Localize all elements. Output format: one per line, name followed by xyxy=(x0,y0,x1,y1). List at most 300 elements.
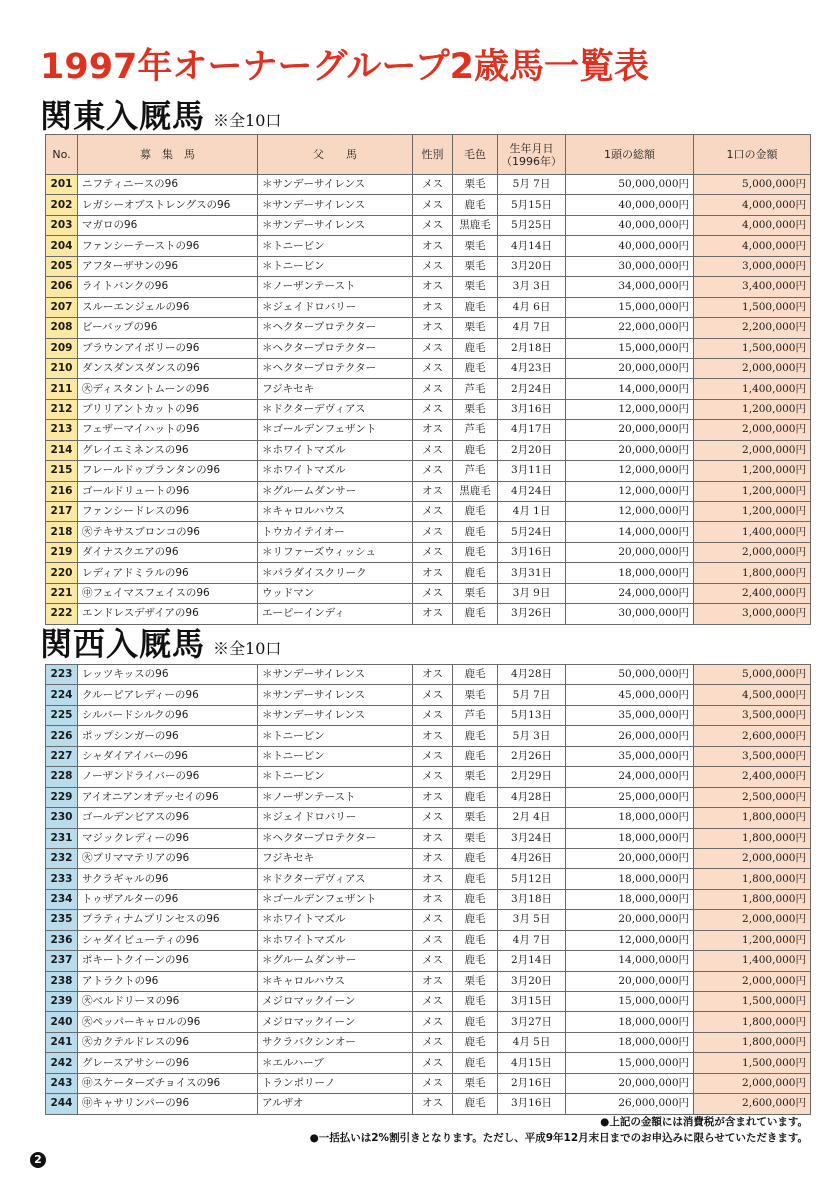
horse-name: トゥザアルターの96 xyxy=(78,889,258,909)
table-row xyxy=(46,910,811,930)
horse-name: ファンシーテーストの96 xyxy=(78,236,258,256)
share-price: 1,500,000円 xyxy=(694,297,811,317)
share-price: 1,200,000円 xyxy=(694,481,811,501)
sex: オス xyxy=(413,420,453,440)
header-share: 1口の金額 xyxy=(694,135,811,175)
header-birth xyxy=(498,135,566,175)
section-note: ※全10口 xyxy=(213,639,282,658)
birth-date: 4月14日 xyxy=(498,236,566,256)
table-row xyxy=(46,971,811,991)
sex: オス xyxy=(413,665,453,685)
total-price: 18,000,000円 xyxy=(566,1032,694,1052)
row-number: 229 xyxy=(46,787,78,807)
section-heading-kansai xyxy=(40,624,281,664)
total-price: 20,000,000円 xyxy=(566,848,694,868)
table-row xyxy=(46,787,811,807)
table-row xyxy=(46,746,811,766)
total-price: 18,000,000円 xyxy=(566,1012,694,1032)
total-price: 45,000,000円 xyxy=(566,685,694,705)
sex: メス xyxy=(413,215,453,235)
coat-color: 黒鹿毛 xyxy=(453,215,498,235)
table-row xyxy=(46,889,811,909)
horse-name: フレールドゥプランタンの96 xyxy=(78,461,258,481)
table-row xyxy=(46,277,811,297)
table-row xyxy=(46,848,811,868)
total-price: 15,000,000円 xyxy=(566,297,694,317)
sire-name: ＊ジェイドロバリー xyxy=(258,808,413,828)
share-price: 2,500,000円 xyxy=(694,787,811,807)
coat-color: 鹿毛 xyxy=(453,889,498,909)
sex: メス xyxy=(413,930,453,950)
row-number: 215 xyxy=(46,461,78,481)
horse-name: アイオニアンオデッセイの96 xyxy=(78,787,258,807)
table-row xyxy=(46,399,811,419)
total-price: 20,000,000円 xyxy=(566,1073,694,1093)
sex: メス xyxy=(413,992,453,1012)
share-price: 2,000,000円 xyxy=(694,971,811,991)
birth-date: 5月 7日 xyxy=(498,175,566,195)
birth-date: 3月16日 xyxy=(498,542,566,562)
sex: メス xyxy=(413,951,453,971)
note-lump-sum-discount: ●一括払いは2%割引きとなります。ただし、平成9年12月末日までのお申込みに限らせていただきます。 xyxy=(309,1132,808,1144)
share-price: 2,600,000円 xyxy=(694,726,811,746)
row-number: 214 xyxy=(46,440,78,460)
birth-date: 2月24日 xyxy=(498,379,566,399)
total-price: 18,000,000円 xyxy=(566,828,694,848)
share-price: 2,000,000円 xyxy=(694,358,811,378)
total-price: 50,000,000円 xyxy=(566,665,694,685)
total-price: 18,000,000円 xyxy=(566,869,694,889)
row-number: 209 xyxy=(46,338,78,358)
coat-color: 鹿毛 xyxy=(453,746,498,766)
total-price: 40,000,000円 xyxy=(566,215,694,235)
horse-name: ビーバップの96 xyxy=(78,318,258,338)
birth-date: 3月 3日 xyxy=(498,277,566,297)
sex: メス xyxy=(413,256,453,276)
sire-name: ＊トニービン xyxy=(258,767,413,787)
share-price: 1,400,000円 xyxy=(694,951,811,971)
row-number: 241 xyxy=(46,1032,78,1052)
share-price: 2,000,000円 xyxy=(694,542,811,562)
table-row xyxy=(46,726,811,746)
row-number: 233 xyxy=(46,869,78,889)
coat-color: 鹿毛 xyxy=(453,1053,498,1073)
coat-color: 鹿毛 xyxy=(453,1094,498,1114)
table-row xyxy=(46,808,811,828)
horse-name: ㊋ペッパーキャロルの96 xyxy=(78,1012,258,1032)
horse-name: アフターザサンの96 xyxy=(78,256,258,276)
sire-name: トランポリーノ xyxy=(258,1073,413,1093)
row-number: 228 xyxy=(46,767,78,787)
header-sex: 性別 xyxy=(413,135,453,175)
total-price: 18,000,000円 xyxy=(566,889,694,909)
table-row xyxy=(46,767,811,787)
share-price: 3,500,000円 xyxy=(694,746,811,766)
sex: メス xyxy=(413,175,453,195)
sex: メス xyxy=(413,808,453,828)
birth-date: 3月18日 xyxy=(498,889,566,909)
sex: オス xyxy=(413,481,453,501)
sire-name: ＊ノーザンテースト xyxy=(258,277,413,297)
kanto-horse-table xyxy=(45,134,811,625)
horse-name: ㊥フェイマスフェイスの96 xyxy=(78,583,258,603)
table-row xyxy=(46,481,811,501)
header-total: 1頭の総額 xyxy=(566,135,694,175)
coat-color: 鹿毛 xyxy=(453,1032,498,1052)
share-price: 1,200,000円 xyxy=(694,461,811,481)
share-price: 2,400,000円 xyxy=(694,583,811,603)
sire-name: ＊キャロルハウス xyxy=(258,971,413,991)
sire-name: ＊サンデーサイレンス xyxy=(258,215,413,235)
header-sire: 父 馬 xyxy=(258,135,413,175)
sex: メス xyxy=(413,910,453,930)
total-price: 24,000,000円 xyxy=(566,767,694,787)
table-row xyxy=(46,338,811,358)
share-price: 1,800,000円 xyxy=(694,1012,811,1032)
birth-date: 3月 9日 xyxy=(498,583,566,603)
sire-name: ＊エルハーブ xyxy=(258,1053,413,1073)
total-price: 30,000,000円 xyxy=(566,604,694,624)
horse-name: フェザーマイハットの96 xyxy=(78,420,258,440)
sex: メス xyxy=(413,1032,453,1052)
coat-color: 芦毛 xyxy=(453,461,498,481)
sex: メス xyxy=(413,1073,453,1093)
total-price: 24,000,000円 xyxy=(566,583,694,603)
coat-color: 栗毛 xyxy=(453,828,498,848)
section-note: ※全10口 xyxy=(213,111,282,130)
birth-date: 3月16日 xyxy=(498,1094,566,1114)
sire-name: アルザオ xyxy=(258,1094,413,1114)
share-price: 1,800,000円 xyxy=(694,1032,811,1052)
share-price: 1,800,000円 xyxy=(694,889,811,909)
row-number: 211 xyxy=(46,379,78,399)
coat-color: 鹿毛 xyxy=(453,992,498,1012)
coat-color: 栗毛 xyxy=(453,685,498,705)
total-price: 12,000,000円 xyxy=(566,461,694,481)
coat-color: 鹿毛 xyxy=(453,195,498,215)
horse-name: ダイナスクエアの96 xyxy=(78,542,258,562)
horse-name: レディアドミラルの96 xyxy=(78,563,258,583)
sex: メス xyxy=(413,502,453,522)
table-row xyxy=(46,583,811,603)
total-price: 14,000,000円 xyxy=(566,379,694,399)
share-price: 4,500,000円 xyxy=(694,685,811,705)
share-price: 2,600,000円 xyxy=(694,1094,811,1114)
birth-date: 2月18日 xyxy=(498,338,566,358)
total-price: 35,000,000円 xyxy=(566,746,694,766)
row-number: 203 xyxy=(46,215,78,235)
total-price: 50,000,000円 xyxy=(566,175,694,195)
total-price: 20,000,000円 xyxy=(566,910,694,930)
table-row xyxy=(46,236,811,256)
coat-color: 鹿毛 xyxy=(453,542,498,562)
header-no: No. xyxy=(46,135,78,175)
sire-name: ＊グルームダンサー xyxy=(258,951,413,971)
birth-date: 4月28日 xyxy=(498,665,566,685)
total-price: 34,000,000円 xyxy=(566,277,694,297)
row-number: 222 xyxy=(46,604,78,624)
horse-name: ゴールドリュートの96 xyxy=(78,481,258,501)
sex: メス xyxy=(413,746,453,766)
section-title: 関東入厩馬 xyxy=(40,97,206,135)
sire-name: ＊ジェイドロバリー xyxy=(258,297,413,317)
sex: メス xyxy=(413,358,453,378)
share-price: 2,400,000円 xyxy=(694,767,811,787)
horse-name: エンドレスデザイアの96 xyxy=(78,604,258,624)
sex: オス xyxy=(413,869,453,889)
birth-date: 2月16日 xyxy=(498,1073,566,1093)
birth-date: 5月12日 xyxy=(498,869,566,889)
table-row xyxy=(46,665,811,685)
sire-name: ＊ヘクタープロテクター xyxy=(258,358,413,378)
horse-name: ダンスダンスダンスの96 xyxy=(78,358,258,378)
coat-color: 鹿毛 xyxy=(453,604,498,624)
sex: オス xyxy=(413,787,453,807)
coat-color: 鹿毛 xyxy=(453,787,498,807)
horse-name: シャダイビューティの96 xyxy=(78,930,258,950)
coat-color: 鹿毛 xyxy=(453,869,498,889)
share-price: 3,500,000円 xyxy=(694,705,811,725)
sire-name: フジキセキ xyxy=(258,848,413,868)
horse-name: ㊥スケーターズチョイスの96 xyxy=(78,1073,258,1093)
horse-name: スルーエンジェルの96 xyxy=(78,297,258,317)
sex: メス xyxy=(413,522,453,542)
row-number: 225 xyxy=(46,705,78,725)
row-number: 202 xyxy=(46,195,78,215)
share-price: 1,800,000円 xyxy=(694,828,811,848)
horse-name: ノーザンドライバーの96 xyxy=(78,767,258,787)
share-price: 3,000,000円 xyxy=(694,256,811,276)
row-number: 204 xyxy=(46,236,78,256)
table-row xyxy=(46,502,811,522)
birth-date: 5月 7日 xyxy=(498,685,566,705)
share-price: 1,500,000円 xyxy=(694,338,811,358)
sex: メス xyxy=(413,440,453,460)
total-price: 18,000,000円 xyxy=(566,808,694,828)
share-price: 1,800,000円 xyxy=(694,563,811,583)
birth-date: 3月11日 xyxy=(498,461,566,481)
birth-date: 5月25日 xyxy=(498,215,566,235)
horse-name: ㊋ベルドリーヌの96 xyxy=(78,992,258,1012)
row-number: 201 xyxy=(46,175,78,195)
coat-color: 鹿毛 xyxy=(453,297,498,317)
birth-date: 4月 6日 xyxy=(498,297,566,317)
horse-name: ファンシードレスの96 xyxy=(78,502,258,522)
coat-color: 栗毛 xyxy=(453,399,498,419)
sire-name: ＊トニービン xyxy=(258,746,413,766)
coat-color: 鹿毛 xyxy=(453,502,498,522)
horse-name: アトラクトの96 xyxy=(78,971,258,991)
sex: メス xyxy=(413,1012,453,1032)
coat-color: 栗毛 xyxy=(453,256,498,276)
header-birth-line1: 生年月日 xyxy=(509,141,554,155)
share-price: 1,500,000円 xyxy=(694,992,811,1012)
table-row xyxy=(46,869,811,889)
birth-date: 3月15日 xyxy=(498,992,566,1012)
sex: オス xyxy=(413,971,453,991)
horse-name: ㊋テキサスブロンコの96 xyxy=(78,522,258,542)
horse-name: マガロの96 xyxy=(78,215,258,235)
coat-color: 芦毛 xyxy=(453,420,498,440)
birth-date: 4月23日 xyxy=(498,358,566,378)
coat-color: 栗毛 xyxy=(453,236,498,256)
total-price: 18,000,000円 xyxy=(566,563,694,583)
sire-name: ＊サンデーサイレンス xyxy=(258,175,413,195)
birth-date: 4月26日 xyxy=(498,848,566,868)
coat-color: 鹿毛 xyxy=(453,910,498,930)
birth-date: 3月 5日 xyxy=(498,910,566,930)
table-row xyxy=(46,1053,811,1073)
share-price: 1,800,000円 xyxy=(694,869,811,889)
birth-date: 2月26日 xyxy=(498,746,566,766)
share-price: 5,000,000円 xyxy=(694,665,811,685)
total-price: 30,000,000円 xyxy=(566,256,694,276)
row-number: 216 xyxy=(46,481,78,501)
total-price: 22,000,000円 xyxy=(566,318,694,338)
sire-name: ＊サンデーサイレンス xyxy=(258,705,413,725)
sex: メス xyxy=(413,583,453,603)
share-price: 2,000,000円 xyxy=(694,1073,811,1093)
sire-name: ＊ドクターデヴィアス xyxy=(258,869,413,889)
sex: オス xyxy=(413,604,453,624)
table-row xyxy=(46,175,811,195)
horse-name: プラティナムプリンセスの96 xyxy=(78,910,258,930)
horse-name: クルーピアレディーの96 xyxy=(78,685,258,705)
row-number: 236 xyxy=(46,930,78,950)
table-row xyxy=(46,318,811,338)
coat-color: 栗毛 xyxy=(453,767,498,787)
table-row xyxy=(46,705,811,725)
sex: メス xyxy=(413,338,453,358)
horse-name: ゴールデンビアスの96 xyxy=(78,808,258,828)
coat-color: 栗毛 xyxy=(453,277,498,297)
sex: メス xyxy=(413,1053,453,1073)
coat-color: 鹿毛 xyxy=(453,563,498,583)
sire-name: ＊サンデーサイレンス xyxy=(258,665,413,685)
share-price: 2,000,000円 xyxy=(694,848,811,868)
horse-name: シャダイアイバーの96 xyxy=(78,746,258,766)
total-price: 12,000,000円 xyxy=(566,930,694,950)
horse-name: マジックレディーの96 xyxy=(78,828,258,848)
horse-name: ニフティニースの96 xyxy=(78,175,258,195)
sex: メス xyxy=(413,195,453,215)
row-number: 220 xyxy=(46,563,78,583)
row-number: 231 xyxy=(46,828,78,848)
birth-date: 2月29日 xyxy=(498,767,566,787)
horse-name: ポキートクイーンの96 xyxy=(78,951,258,971)
row-number: 235 xyxy=(46,910,78,930)
coat-color: 栗毛 xyxy=(453,583,498,603)
coat-color: 鹿毛 xyxy=(453,726,498,746)
total-price: 25,000,000円 xyxy=(566,787,694,807)
total-price: 40,000,000円 xyxy=(566,236,694,256)
birth-date: 3月26日 xyxy=(498,604,566,624)
table-row xyxy=(46,420,811,440)
row-number: 234 xyxy=(46,889,78,909)
birth-date: 4月 5日 xyxy=(498,1032,566,1052)
coat-color: 栗毛 xyxy=(453,808,498,828)
row-number: 221 xyxy=(46,583,78,603)
row-number: 226 xyxy=(46,726,78,746)
total-price: 26,000,000円 xyxy=(566,1094,694,1114)
total-price: 26,000,000円 xyxy=(566,726,694,746)
share-price: 2,000,000円 xyxy=(694,440,811,460)
sire-name: ＊サンデーサイレンス xyxy=(258,195,413,215)
total-price: 14,000,000円 xyxy=(566,522,694,542)
table-row xyxy=(46,992,811,1012)
sire-name: ＊ヘクタープロテクター xyxy=(258,828,413,848)
coat-color: 鹿毛 xyxy=(453,665,498,685)
sex: オス xyxy=(413,1094,453,1114)
share-price: 1,200,000円 xyxy=(694,399,811,419)
sire-name: ＊グルームダンサー xyxy=(258,481,413,501)
kansai-horse-table xyxy=(45,664,811,1115)
total-price: 15,000,000円 xyxy=(566,1053,694,1073)
birth-date: 4月15日 xyxy=(498,1053,566,1073)
row-number: 232 xyxy=(46,848,78,868)
sire-name: ＊ドクターデヴィアス xyxy=(258,399,413,419)
sex: オス xyxy=(413,726,453,746)
total-price: 15,000,000円 xyxy=(566,992,694,1012)
horse-name: レッツキッスの96 xyxy=(78,665,258,685)
sire-name: ＊ゴールデンフェザント xyxy=(258,420,413,440)
coat-color: 鹿毛 xyxy=(453,522,498,542)
table-row xyxy=(46,930,811,950)
sex: メス xyxy=(413,767,453,787)
sire-name: サクラバクシンオー xyxy=(258,1032,413,1052)
table-row xyxy=(46,461,811,481)
sire-name: トウカイテイオー xyxy=(258,522,413,542)
birth-date: 5月15日 xyxy=(498,195,566,215)
row-number: 224 xyxy=(46,685,78,705)
header-birth-line2: （1996年） xyxy=(501,154,562,168)
sire-name: ＊リファーズウィッシュ xyxy=(258,542,413,562)
birth-date: 3月31日 xyxy=(498,563,566,583)
horse-name: ポップシンガーの96 xyxy=(78,726,258,746)
share-price: 4,000,000円 xyxy=(694,215,811,235)
sire-name: ＊ゴールデンフェザント xyxy=(258,889,413,909)
table-row xyxy=(46,1012,811,1032)
total-price: 20,000,000円 xyxy=(566,542,694,562)
birth-date: 4月24日 xyxy=(498,481,566,501)
coat-color: 鹿毛 xyxy=(453,1012,498,1032)
sire-name: メジロマックイーン xyxy=(258,1012,413,1032)
birth-date: 3月20日 xyxy=(498,971,566,991)
birth-date: 2月14日 xyxy=(498,951,566,971)
row-number: 210 xyxy=(46,358,78,378)
header-name: 募 集 馬 xyxy=(78,135,258,175)
birth-date: 4月 7日 xyxy=(498,318,566,338)
horse-name: ㊋カクテルドレスの96 xyxy=(78,1032,258,1052)
row-number: 218 xyxy=(46,522,78,542)
table-row xyxy=(46,256,811,276)
row-number: 238 xyxy=(46,971,78,991)
share-price: 4,000,000円 xyxy=(694,195,811,215)
horse-name: ㊋プリママテリアの96 xyxy=(78,848,258,868)
section-title: 関西入厩馬 xyxy=(40,625,206,663)
total-price: 14,000,000円 xyxy=(566,951,694,971)
birth-date: 4月 1日 xyxy=(498,502,566,522)
coat-color: 鹿毛 xyxy=(453,358,498,378)
sire-name: フジキセキ xyxy=(258,379,413,399)
row-number: 217 xyxy=(46,502,78,522)
total-price: 12,000,000円 xyxy=(566,481,694,501)
horse-name: グレイエミネンスの96 xyxy=(78,440,258,460)
share-price: 1,200,000円 xyxy=(694,502,811,522)
row-number: 244 xyxy=(46,1094,78,1114)
table-row xyxy=(46,563,811,583)
row-number: 227 xyxy=(46,746,78,766)
